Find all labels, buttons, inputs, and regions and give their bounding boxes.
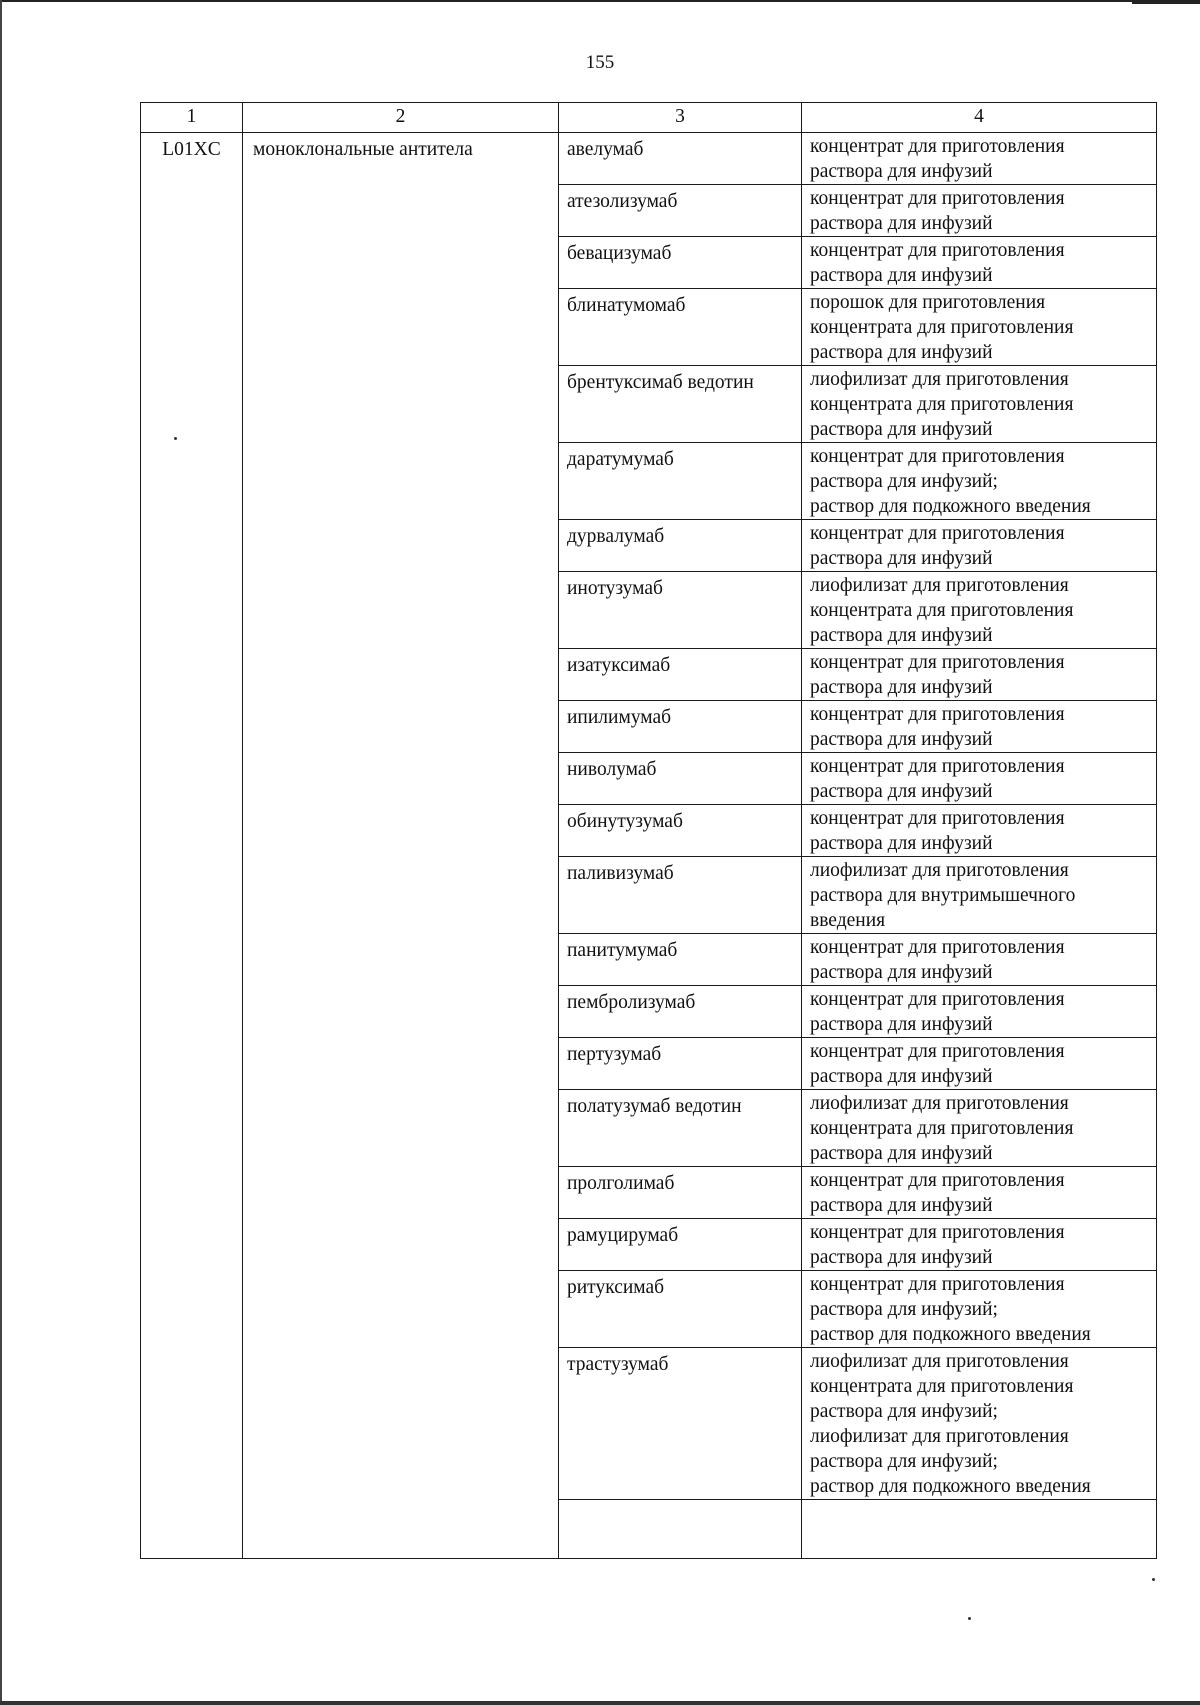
dosage-forms bbox=[802, 986, 1157, 1038]
group-name: моноклональные антитела bbox=[243, 133, 559, 1559]
dosage-form-line: лиофилизат для приготовления bbox=[810, 1093, 1069, 1114]
dosage-forms bbox=[802, 185, 1157, 237]
dosage-forms bbox=[802, 1348, 1157, 1500]
dosage-form-line: раствора для инфузий bbox=[810, 729, 993, 750]
dosage-form-line: раствора для инфузий bbox=[810, 213, 993, 234]
dosage-form-line: концентрат для приготовления bbox=[810, 1274, 1065, 1295]
dosage-form-line: концентрат для приготовления bbox=[810, 704, 1065, 725]
drug-name: бевацизумаб bbox=[559, 237, 802, 289]
dosage-forms bbox=[802, 237, 1157, 289]
dosage-form-line: раствора для инфузий bbox=[810, 548, 993, 569]
drug-name: инотузумаб bbox=[559, 572, 802, 649]
drug-name: обинутузумаб bbox=[559, 805, 802, 857]
dosage-form-line: раствора для инфузий bbox=[810, 833, 993, 854]
blank-cell bbox=[559, 1500, 802, 1559]
dosage-form-line: концентрат для приготовления bbox=[810, 446, 1065, 467]
dosage-form-line: раствора для инфузий; bbox=[810, 1401, 998, 1422]
table-body bbox=[141, 133, 1157, 1559]
scan-speck bbox=[1152, 1578, 1155, 1581]
dosage-form-line: лиофилизат для приготовления bbox=[810, 369, 1069, 390]
dosage-form-line: раствора для инфузий bbox=[810, 625, 993, 646]
drug-name: полатузумаб ведотин bbox=[559, 1090, 802, 1167]
dosage-form-line: концентрат для приготовления bbox=[810, 523, 1065, 544]
dosage-form-line: раствора для внутримышечного bbox=[810, 885, 1076, 906]
dosage-form-line: раствора для инфузий bbox=[810, 962, 993, 983]
dosage-form-line: концентрата для приготовления bbox=[810, 394, 1074, 415]
dosage-form-line: лиофилизат для приготовления bbox=[810, 575, 1069, 596]
drug-name: даратумумаб bbox=[559, 443, 802, 520]
dosage-form-line: концентрата для приготовления bbox=[810, 600, 1074, 621]
dosage-forms bbox=[802, 572, 1157, 649]
drug-name: дурвалумаб bbox=[559, 520, 802, 572]
dosage-form-line: лиофилизат для приготовления bbox=[810, 1426, 1069, 1447]
dosage-form-line: раствора для инфузий bbox=[810, 161, 993, 182]
drug-name: рамуцирумаб bbox=[559, 1219, 802, 1271]
dosage-form-line: концентрат для приготовления bbox=[810, 1222, 1065, 1243]
dosage-forms bbox=[802, 366, 1157, 443]
dosage-forms bbox=[802, 133, 1157, 185]
dosage-forms bbox=[802, 520, 1157, 572]
dosage-form-line: концентрат для приготовления bbox=[810, 652, 1065, 673]
table-row bbox=[141, 133, 1157, 185]
dosage-forms bbox=[802, 1038, 1157, 1090]
dosage-form-line: раствора для инфузий; bbox=[810, 471, 998, 492]
dosage-form-line: концентрат для приготовления bbox=[810, 136, 1065, 157]
drug-name: ниволумаб bbox=[559, 753, 802, 805]
dosage-form-line: концентрата для приготовления bbox=[810, 317, 1074, 338]
scan-speck bbox=[174, 437, 177, 440]
drug-table bbox=[140, 102, 1157, 1559]
drug-name: пертузумаб bbox=[559, 1038, 802, 1090]
column-number-row bbox=[141, 103, 1157, 133]
dosage-forms bbox=[802, 701, 1157, 753]
dosage-forms bbox=[802, 1167, 1157, 1219]
dosage-form-line: концентрат для приготовления bbox=[810, 188, 1065, 209]
column-number-2: 2 bbox=[243, 103, 559, 133]
scan-edge-top bbox=[0, 0, 1200, 2]
dosage-forms bbox=[802, 1090, 1157, 1167]
dosage-forms bbox=[802, 934, 1157, 986]
drug-name: авелумаб bbox=[559, 133, 802, 185]
dosage-forms bbox=[802, 857, 1157, 934]
drug-name: ритуксимаб bbox=[559, 1271, 802, 1348]
drug-name: блинатумомаб bbox=[559, 289, 802, 366]
dosage-form-line: раствора для инфузий bbox=[810, 1195, 993, 1216]
dosage-form-line: раствора для инфузий bbox=[810, 677, 993, 698]
dosage-forms bbox=[802, 1271, 1157, 1348]
dosage-forms bbox=[802, 805, 1157, 857]
column-number-1: 1 bbox=[141, 103, 243, 133]
dosage-form-line: раствор для подкожного введения bbox=[810, 1324, 1091, 1345]
drug-name: ипилимумаб bbox=[559, 701, 802, 753]
dosage-form-line: раствор для подкожного введения bbox=[810, 496, 1091, 517]
dosage-forms bbox=[802, 443, 1157, 520]
blank-cell bbox=[802, 1500, 1157, 1559]
dosage-form-line: концентрат для приготовления bbox=[810, 1041, 1065, 1062]
drug-name: трастузумаб bbox=[559, 1348, 802, 1500]
dosage-form-line: раствора для инфузий bbox=[810, 1014, 993, 1035]
dosage-form-line: порошок для приготовления bbox=[810, 292, 1046, 313]
drug-name: пембролизумаб bbox=[559, 986, 802, 1038]
column-number-4: 4 bbox=[802, 103, 1157, 133]
dosage-form-line: концентрат для приготовления bbox=[810, 989, 1065, 1010]
atc-code: L01XC bbox=[141, 133, 243, 1559]
drug-name: атезолизумаб bbox=[559, 185, 802, 237]
column-number-3: 3 bbox=[559, 103, 802, 133]
dosage-form-line: концентрат для приготовления bbox=[810, 240, 1065, 261]
dosage-form-line: концентрата для приготовления bbox=[810, 1376, 1074, 1397]
scan-edge-bottom bbox=[0, 1701, 1200, 1705]
dosage-forms bbox=[802, 289, 1157, 366]
dosage-forms bbox=[802, 649, 1157, 701]
drug-name: пролголимаб bbox=[559, 1167, 802, 1219]
dosage-form-line: раствор для подкожного введения bbox=[810, 1476, 1091, 1497]
dosage-form-line: раствора для инфузий bbox=[810, 419, 993, 440]
scan-edge-top-right bbox=[1132, 0, 1200, 4]
scan-speck bbox=[968, 1617, 971, 1620]
dosage-form-line: раствора для инфузий bbox=[810, 1143, 993, 1164]
dosage-form-line: раствора для инфузий bbox=[810, 781, 993, 802]
page-number: 155 bbox=[585, 52, 615, 73]
dosage-form-line: лиофилизат для приготовления bbox=[810, 860, 1069, 881]
dosage-form-line: раствора для инфузий bbox=[810, 265, 993, 286]
drug-name: паливизумаб bbox=[559, 857, 802, 934]
dosage-form-line: концентрат для приготовления bbox=[810, 1170, 1065, 1191]
dosage-form-line: концентрата для приготовления bbox=[810, 1118, 1074, 1139]
dosage-form-line: раствора для инфузий bbox=[810, 342, 993, 363]
dosage-form-line: концентрат для приготовления bbox=[810, 937, 1065, 958]
dosage-form-line: концентрат для приготовления bbox=[810, 756, 1065, 777]
dosage-form-line: раствора для инфузий; bbox=[810, 1299, 998, 1320]
drug-name: изатуксимаб bbox=[559, 649, 802, 701]
dosage-forms bbox=[802, 1219, 1157, 1271]
scan-edge-left bbox=[0, 0, 2, 1705]
dosage-form-line: лиофилизат для приготовления bbox=[810, 1351, 1069, 1372]
dosage-form-line: раствора для инфузий; bbox=[810, 1451, 998, 1472]
drug-name: брентуксимаб ведотин bbox=[559, 366, 802, 443]
dosage-form-line: введения bbox=[810, 910, 886, 931]
dosage-form-line: раствора для инфузий bbox=[810, 1247, 993, 1268]
dosage-form-line: раствора для инфузий bbox=[810, 1066, 993, 1087]
drug-name: панитумумаб bbox=[559, 934, 802, 986]
dosage-form-line: концентрат для приготовления bbox=[810, 808, 1065, 829]
dosage-forms bbox=[802, 753, 1157, 805]
